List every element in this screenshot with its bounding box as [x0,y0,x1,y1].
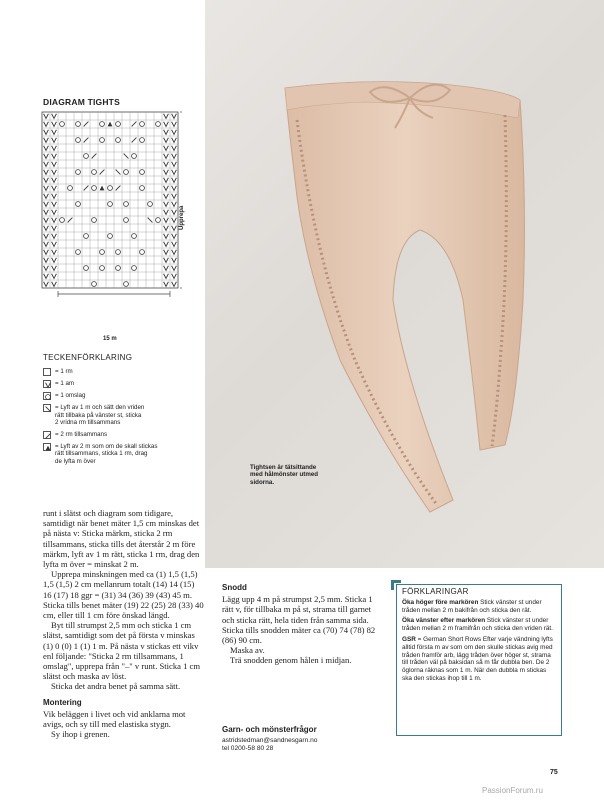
paragraph: Vik beläggen i livet och vid anklarna mot avigs, och sy till med elastiska stygn. [43,708,186,730]
explanation-text: Stick vänster st under tråden mellan 2 m framifrån och sticka den vriden rät. [402,617,553,633]
legend-symbol-icon [43,392,51,400]
tights-shape [285,82,524,512]
snodd-section [222,583,384,666]
legend-text: = 2 rm tillsammans [55,430,108,438]
legend-item [43,368,203,376]
explanations-box [396,584,562,736]
legend-symbol-icon [43,380,51,388]
contact-title: Garn- och mönsterfrågor [222,725,317,734]
legend-symbol-icon [43,443,51,451]
decrease-symbol [46,445,51,450]
yarn-over-symbol [46,395,51,400]
explanation-item [402,617,556,633]
knitting-chart [40,110,182,332]
legend-text: rätt tillbaka på vänster st, sticka [55,411,142,419]
photo-caption: Tightsen är tätsittande med hålmönster utmed sidorna. [250,464,319,486]
paragraph: Lägg upp 4 m på strumpst 2,5 mm. Sticka 1 rätt v, för tillbaka m på st, strama till garnet och sticka rätt, hela tiden från samma sida. Sticka tills snodden mäter ca (70) 74 (78) 82 (86) 90 cm. [222,594,376,646]
snodd-heading: Snodd [222,583,247,592]
watermark: PassionForum.ru [482,786,543,795]
legend-text: = Lyft av 2 m som om de skall stickas [55,442,158,450]
contact-block [222,726,382,754]
contact-email[interactable]: astridstedman@sandnesgarn.no [222,737,318,745]
legend-text: 2 vridna rm tillsammans [55,419,121,427]
legend-text: de lyfta m över [55,457,96,465]
legend-symbol-icon [43,368,51,376]
ssk-symbol [46,407,51,412]
diagram-title: DIAGRAM TIGHTS [43,97,120,107]
paragraph: runt i slätst och diagram som tidigare, samtidigt när benet mäter 1,5 cm minskas det på nästa v: Sticka märkm, sticka 2 rm tillsammans, sticka tills det återstår 2 m före märkm, lyft av 1 m rätt, sticka 1 rm, drag den lyfta m över = minskat 2 m. [43,508,200,570]
knit-purl-symbol [46,383,51,388]
montering-heading: Montering [43,697,82,707]
explanation-text: = German Short Rows Efter varje vändning lyfts alltid första m av som om den skulle stickas avig med tråden framför arb, lägg tråden över höger st, strama till tråden väl på baksidan så m får dubbla ben. De 2 öglorna räknas som 1 m. När den dubbla m stickas ska den stickas ihop till 1 m. [402,635,553,682]
instructions-column [43,508,205,739]
paragraph: Sy ihop i grenen. [51,729,110,740]
contact-phone: tel 0200-58 80 28 [222,745,274,753]
legend-title: TECKENFÖRKLARING [43,353,133,362]
legend-text: rätt tillsammans, sticka 1 rm, drag [55,450,148,458]
explanations-title: FÖRKLARINGAR [402,587,469,596]
legend [43,368,203,470]
explanation-item [402,599,556,615]
legend-text: = Lyft av 1 m och sätt den vriden [55,404,145,411]
legend-item [43,380,203,388]
legend-item [43,431,203,439]
legend-symbol-icon [43,404,51,412]
paragraph: Sticka det andra benet på samma sätt. [51,681,181,692]
explanation-term: Öka höger före markören [402,598,479,606]
explanation-text: Stick vänster st under tråden mellan 2 m bakifrån och sticka den rät. [402,598,542,614]
legend-text: = 1 rm [55,368,73,375]
legend-item [43,443,203,466]
stitch-count-label: 15 m [103,336,117,342]
legend-text: = 1 omslag [55,392,86,399]
page-number: 75 [550,769,558,776]
explanation-term: Öka vänster efter markören [402,617,486,625]
paragraph: Byt till strumpst 2,5 mm och sticka 1 cm slätst, samtidigt som det på första v minskas (1) 0 (0) 1 (1) 1 m. På nästa v stickas ett vikv enl följande: "Sticka 2 rm tillsammans, 1 omslag", upprepa från "–" v runt. Sticka 1 cm slätst och maska av löst. [43,620,201,682]
repeat-label: Upprepa [179,205,185,230]
legend-item [43,404,203,427]
explanation-term: GSR [402,635,416,643]
legend-symbol-icon [43,431,51,439]
k2tog-symbol [46,433,51,438]
paragraph: Trä snodden genom hålen i midjan. [230,655,352,666]
legend-item [43,392,203,400]
legend-text: = 1 am [55,380,75,387]
paragraph: Upprepa minskningen med ca (1) 1,5 (1,5) 1,5 (1,5) 2 cm mellanrum totalt (14) 14 (15) 16 (17) 18 ggr = (31) 34 (36) 39 (43) 45 m. Sticka tills benet mäter (19) 22 (25) 28 (33) 40 cm, eller till 1 cm före önskad längd. [43,569,204,621]
paragraph: Maska av. [230,645,265,656]
explanation-item [402,636,556,683]
